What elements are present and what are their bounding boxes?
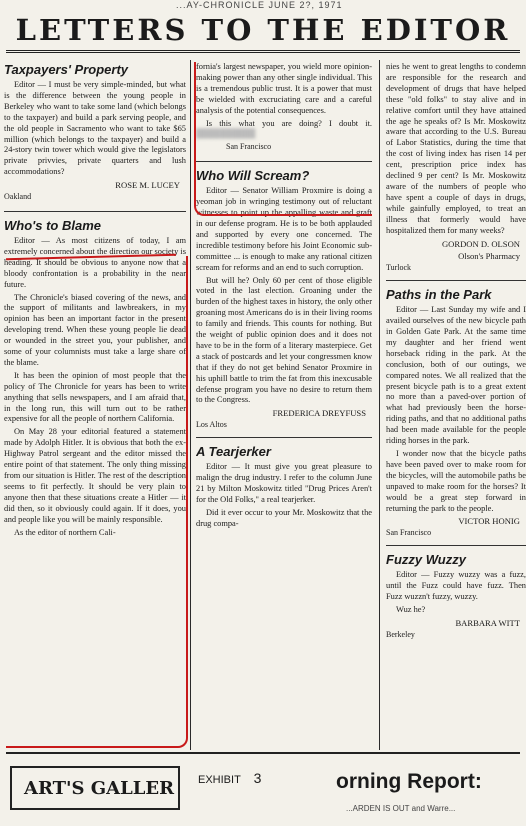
exhibit-number: 3 (253, 770, 262, 786)
letter-paragraph: Editor — Senator William Proxmire is doing a yeoman job in wringing testimony out of reluctant witnesses to point up the appalling waste and graft in our defense program. He is to be both applauded and supported by every one concerned. The incredible testimony before his Joint Economic sub-committee ... is enough to make any rational citizen scream for reforms and an end to such corruption. (196, 186, 372, 272)
letter-paragraph: I wonder now that the bicycle paths have been paved over to make room for the bicycles, will the automobile paths be unpaved to make room for the horses? It would be a great step forward in returning the park to the people. (386, 449, 526, 513)
letter-paragraph: Editor — As most citizens of today, I am extremely concerned about the direction our society is heading. It should be obvious to anyone now that a bloody confrontation is a probability in the near future. (4, 235, 186, 289)
letter-location: Los Altos (196, 420, 227, 430)
letter-location: Berkeley (386, 629, 415, 639)
section-title: LETTERS TO THE EDITOR (15, 13, 511, 47)
letter-paragraph: Did it ever occur to your Mr. Moskowitz that the drug compa- (196, 507, 372, 528)
letter-paragraph: But will he? Only 60 per cent of those eligible voted in the last election. Groaning under the burden of the highest taxes in history, the only other groaning most Americans do is in their living rooms to family and friends. This counts for nothing. But the weight of public opinion does and it does not have to be in the form of a literary masterpiece. Get a stack of postcards and let your congressmen know that if they do not get behind Senator Proxmire in his uphill battle to trim the fat from this inexcusable defense program you have no desire to return them to the Congress. (196, 275, 372, 405)
letter-fuzzy (386, 552, 526, 640)
letter-signature: GORDON D. OLSON (441, 238, 520, 249)
letter-location: San Francisco (226, 142, 272, 152)
letter-taxpayers (4, 62, 186, 203)
exhibit-label (198, 770, 261, 786)
letter-paragraph: Editor — Last Sunday my wife and I availed ourselves of the new bicycle path in Golden Gate Park. At the same time my daughter and her friend went horseback riding in the park. At the conclusion, both of our outings, we compared notes. We all realized that the present bicycle path is to a great extent no more than a paved-over portion of what had previously been the horse-riding paths, and that no additional paths had been made available for the people riding horses in the park. (386, 305, 526, 446)
morning-report-heading: orning Report: (336, 770, 482, 793)
question-text: Is this what you are doing? I doubt it. (206, 118, 372, 128)
letter-signature: BARBARA WITT (455, 617, 520, 628)
letter-tearjerker (196, 444, 372, 529)
letter-heading: A Tearjerker (196, 444, 271, 460)
letter-heading: Taxpayers' Property (4, 62, 129, 77)
letter-divider (196, 431, 372, 438)
letter-location: San Francisco (386, 528, 432, 538)
letter-affiliation: Olson's Pharmacy (458, 251, 520, 262)
footer-fragment: ...ARDEN IS OUT and Warre... (346, 804, 456, 813)
exhibit-text: EXHIBIT (198, 774, 241, 786)
letter-heading: Who's to Blame (4, 217, 101, 233)
letter-divider (4, 203, 186, 212)
gallery-ad: ART'S GALLER (10, 766, 180, 810)
letter-drug-continued (386, 62, 526, 274)
letter-paragraph: Editor — It must give you great pleasure to malign the drug industry. I refer to the column June 21 by Milton Moskowitz titled "Drug Prices Aren't for the Old Folks," a real tearjerker. (196, 462, 372, 504)
column-rule (190, 60, 191, 750)
continued-text: fornia's largest newspaper, you wield more opinion-making power than any other single individual. This is a tremendous public trust. It is a power that must be wielded with excruciating care and a careful analysis of the potential consequences. (196, 62, 372, 115)
letter-question: Wuz he? (396, 604, 426, 614)
letter-paths (386, 287, 526, 539)
letter-paragraph: On May 28 your editorial featured a statement made by Adolph Hitler. It is obvious that both the ex-Highway Patrol sergeant and the editor missed the entire point of that statement. The only thing missing from our situation is Hitler. The rest of the description seems to fit perfectly. It should be very plain to anyone then that these situations create a Hitler — it did then, so it obviously could again. If it does, you and people like you will be mainly responsible. (4, 427, 186, 524)
letter-heading: Fuzzy Wuzzy (386, 552, 466, 568)
letter-signature: ROSE M. LUCEY (115, 180, 180, 191)
letter-location: Oakland (4, 192, 32, 202)
footer-ads (6, 752, 520, 826)
letter-location: Turlock (386, 263, 412, 273)
letter-heading: Paths in the Park (386, 287, 492, 303)
red-bracket-mark (194, 62, 372, 216)
column-right (386, 62, 526, 752)
masthead (6, 0, 520, 53)
letter-paragraph: As the editor of northern Cali- (14, 527, 116, 537)
letter-body: Editor — Fuzzy wuzzy was a fuzz, until the Fuzz could have fuzz. Then Fuzz wuzzn't fuzzy, wuzzy. (386, 570, 526, 602)
letter-signature: VICTOR HONIG (458, 516, 520, 527)
column-rule (379, 60, 380, 750)
letter-body: Editor — I must be very simple-minded, but what is the difference between the young people in Berkeley who want to take some land (which belongs to the taxpayer) and build a park serving people, and the old people in Sacramento who want to take $65 million (which belongs to the taxpayer) and build a 24-story twin tower which would give the legislators private privvies, private quarters and lush accommodations? (4, 80, 186, 177)
continued-text: nies he went to great lengths to condemn are responsible for the research and development of drugs that have helped these "old folks" to stay alive and in relative comfort until they have attained the age he speaks of? Is Mr. Moskowitz aware that according to the U.S. Bureau of Labor Statistics, during the time that the cost of living index has risen 14 per cent, prescription price index has declined 9 per cent? Is Mr. Moskowitz aware of the numbers of people who have spent a couple of days in drugs, while gainfully employed, to treat an illness that formerly would have hospitalized them for many weeks? (386, 62, 526, 235)
letter-paragraph: The Chronicle's biased covering of the news, and the support of militants and lawbreakers, in my opinion has been an important factor in the present developing trend. When these young people lie dead or wounded in the street you, your publisher, and some of your columnists must take a large share of the blame. (4, 292, 186, 367)
letter-signature: FREDERICA DREYFUSS (272, 408, 366, 419)
letter-divider (386, 539, 526, 546)
dateline-fragment: ...AY-CHRONICLE JUNE 2?, 1971 (176, 0, 343, 10)
red-bracket-mark (6, 256, 188, 748)
letter-heading: Who Will Scream? (196, 168, 310, 184)
letter-divider (386, 274, 526, 281)
letter-paragraph: It has been the opinion of most people that the policy of The Chronicle for years has been to write anything that sells newspapers, and I am afraid that, in the long run, this will turn out to be rather expensive for all the people of northern California. (4, 370, 186, 424)
redacted-mark: ██████████ (196, 129, 256, 139)
